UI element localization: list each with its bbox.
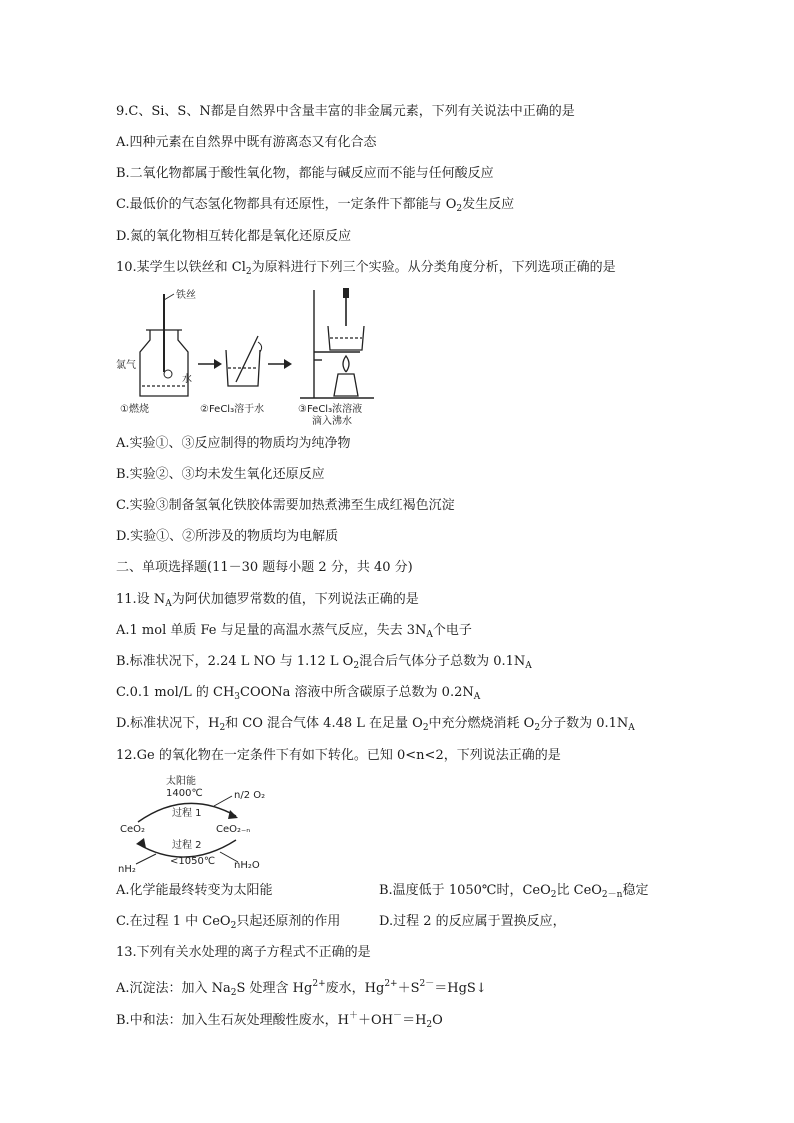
- q9-option-d: D.氮的氧化物相互转化都是氧化还原反应: [116, 229, 352, 244]
- flame-icon: [164, 370, 172, 378]
- label-solar-energy: 太阳能: [166, 776, 196, 787]
- label-ceo2-n: CeO₂₋ₙ: [216, 824, 251, 835]
- q13-option-b: B.中和法：加入生石灰处理酸性废水，$H^++OH^-=H_2O$: [116, 1011, 443, 1030]
- q11-option-b: B.标准状况下，2.24 L NO 与 1.12 L $O_2$混合后气体分子总数为 $0.1N_A$: [116, 654, 532, 671]
- caption-colloid-1: ③FeCl₃浓溶液: [298, 404, 363, 415]
- q11-option-d: D.标准状况下，$H_2$和 CO 混合气体 4.48 L 在足量 $O_2$中充分燃烧消耗 $O_2$分子数为 $0.1N_A$: [116, 716, 635, 733]
- q10-stem: 10.某学生以铁丝和 $Cl_2$为原料进行下列三个实验。从分类角度分析，下列选项正确的是: [116, 260, 616, 277]
- q10-option-d: D.实验①、②所涉及的物质均为电解质: [116, 529, 339, 544]
- arrowhead-icon: [284, 359, 292, 369]
- label-process1: 过程 1: [172, 808, 202, 819]
- q12-option-a: A.化学能最终转变为太阳能: [116, 883, 273, 898]
- label-o2: n/2 O₂: [234, 790, 266, 801]
- label-h2: nH₂: [118, 864, 136, 875]
- q12-option-b: B.温度低于 1050℃时，CeO$_2$比 CeO$_{2-n}$稳定: [379, 883, 649, 900]
- label-ceo2: CeO₂: [120, 824, 146, 835]
- dropper-icon: [343, 288, 349, 326]
- section-heading: 二、单项选择题(11－30 题每小题 2 分，共 40 分): [116, 560, 413, 575]
- q12-option-c: C.在过程 1 中 CeO$_2$只起还原剂的作用: [116, 914, 341, 931]
- caption-dissolve: ②FeCl₃溶于水: [200, 404, 265, 415]
- q11-option-c: C.0.1 mol/L 的 $CH_3COONa$ 溶液中所含碳原子总数为 $0.2N_A$: [116, 685, 481, 702]
- label-process2: 过程 2: [172, 840, 202, 851]
- q9-option-b: B.二氧化物都属于酸性氧化物，都能与碱反应而不能与任何酸反应: [116, 166, 494, 181]
- caption-combustion: ①燃烧: [120, 404, 149, 415]
- q11-stem: 11.设 $N_A$为阿伏加德罗常数的值，下列说法正确的是: [116, 592, 419, 609]
- q10-option-a: A.实验①、③反应制得的物质均为纯净物: [116, 436, 351, 451]
- q10-apparatus-figure: [116, 286, 406, 426]
- label-temp-1400: 1400℃: [166, 788, 203, 799]
- q12-stem: 12.Ge 的氧化物在一定条件下有如下转化。已知 0<n<2，下列说法正确的是: [116, 748, 561, 763]
- label-chlorine: 氯气: [116, 360, 136, 371]
- q12-cycle-figure: [116, 772, 276, 876]
- q9-stem: 9.C、Si、S、N都是自然界中含量丰富的非金属元素，下列有关说法中正确的是: [116, 104, 575, 119]
- q10-option-c: C.实验③制备氢氧化铁胶体需要加热煮沸至生成红褐色沉淀: [116, 498, 455, 513]
- q9-option-a: A.四种元素在自然界中既有游离态又有化合态: [116, 135, 377, 150]
- label-temp-1050: <1050℃: [170, 856, 216, 867]
- alcohol-lamp-icon: [334, 356, 358, 396]
- caption-colloid-2: 滴入沸水: [312, 416, 352, 426]
- label-h2o: nH₂O: [234, 860, 260, 871]
- arrowhead-icon: [214, 359, 222, 369]
- q11-option-a: A.1 mol 单质 Fe 与足量的高温水蒸气反应，失去 $3N_A$个电子: [116, 623, 472, 640]
- q10-option-b: B.实验②、③均未发生氧化还原反应: [116, 467, 325, 482]
- q13-option-a: A.沉淀法：加入 $Na_2S$ 处理含 $Hg^{2+}$废水，$Hg^{2+}+S^{2-}=HgS↓$: [116, 979, 487, 998]
- boiling-beaker-icon: [328, 326, 364, 350]
- q12-option-d: D.过程 2 的反应属于置换反应，: [379, 914, 566, 929]
- glass-rod-icon: [236, 336, 258, 382]
- label-water: 水: [182, 374, 192, 385]
- label-iron-wire: 铁丝: [176, 290, 196, 301]
- q13-stem: 13.下列有关水处理的离子方程式不正确的是: [116, 945, 371, 960]
- q9-option-c: C.最低价的气态氢化物都具有还原性，一定条件下都能与 $O_2$发生反应: [116, 197, 515, 214]
